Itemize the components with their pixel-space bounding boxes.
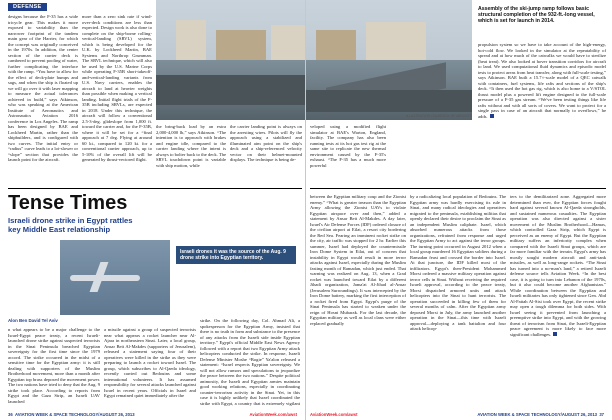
url-left[interactable]: AviationWeek.com/awst bbox=[249, 412, 297, 417]
article-col5: by a radicalizing local population of Bedouins. The Egyptian army was hardly exercising its rule in Sinai, and many radical ideologies and operatives migrated to the peninsula, establishing militias that openly declared their desire to proclaim the Sinai as an independent Muslim caliphate. Israel, which absorbed numerous attacks from those organizations, refrained from response and urged the Egyptian Army to act against the terror groups. The turning point occurred in August 2012 when a local group murdered 16 Egyptian soldiers during a Ramadan feast and crossed the border into Israel. At that juncture, the IDF killed most of the infiltrators. Egypt's then-President Mohammed Morsi ordered a massive military operation against terror cells in Sinai. Without receiving the required Israeli approval, according to the peace treaty, Morsi dispatched armored units and attack helicopters into the Sinai to hunt terrorists. The operation succeeded in killing few of them for several months of calm. After the Egyptian army deposed Morsi in July, the army launched another operation in the Sinai—this time with Israeli approval—deploying a tank battalion and four attack helicop- bbox=[410, 194, 506, 331]
photo-credit: ILLUSTRATION COURTESY OF MEGGITT bbox=[406, 114, 472, 118]
headline: Tense Times bbox=[8, 192, 128, 214]
article-divider-right bbox=[310, 188, 606, 189]
page-number-left: 36 bbox=[8, 412, 13, 417]
photo-caption: Assembly of the ski-jump ramp follows basic structural completion of the 932-ft.-long vessel, which is set for launch in 2014. bbox=[478, 6, 595, 25]
deck: Israeli drone strike in Egypt rattles key Middle East relationship bbox=[8, 216, 133, 234]
drone-caption: Israeli drones it was the source of the Aug. 9 drone strike into Egyptian territory. bbox=[176, 246, 296, 264]
article-col6 bbox=[510, 194, 606, 407]
top-article-right-col bbox=[478, 42, 606, 182]
top-article-col4: the carrier landing point is always on the arresting wires. Pilots will fly the approach using a stabilized and illuminated aim point on the ship's deck and a ship-referenced velocity vector on their helmet-mounted displays. The technique is being de- bbox=[230, 124, 302, 162]
publication-left: AVIATION WEEK & SPACE TECHNOLOGY/AUGUST 26, 2013 bbox=[15, 412, 135, 417]
top-article-col1: designs because the F-35 has a wide tricycle gear. This makes it more exposed to variability than the narrower footprint of the tandem main gear of the Harrier, for which the concept was originally conceived in the 1970s. In addition, the center section of the carrier deck is cambered to prevent pooling of water, further complicating the interface with the ramp. “You have to allow for the effect of deck-plate humps and sags, and when the ship is floated up we will go over it with laser mapping to measure the actual tolerances achieved in build,” says Atkinson, who was speaking at the American Institute of Aeronautics and Astronautics Aviation 2016 conference in Los Angeles. The ramp has been designed by BAE and Lockheed Martin, rather than the shipbuilders, and is configured with two curves. The initial entry or “radius” curve leads to a lot-slower or “slope” section that provides the launch point for the aircraft. bbox=[8, 14, 78, 162]
footer-url-left[interactable] bbox=[250, 412, 297, 417]
footer-url-right[interactable] bbox=[310, 412, 357, 417]
article-col4: between the Egyptian military coup and the Zionist enemy.” “What is greater treason than the Egyptian Army allowing the Zionist UAVs to violate Egyptian airspace over and then,” added a statement by Ansar Beit Al-Makdes. A day later, Israel's Air Defense Forces (IDF) ordered closure of the civilian airport at Eilat, a resort city bordering the Red Sea. Fearing an imminent rocket strike on the city, air traffic was stopped for 2 hr. Earlier this summer, Israel had deployed the countermissile Iron Dome System in Eilat, out of concern that instability in Egypt would result in more terror attacks against Israel, especially during the Muslim fasting month of Ramadan, which just ended. That warning was realized on Aug. 13, when a Grad rocket was launched toward Eilat by a different Jihadi organization, Jama'at Al-Jihad al-Ansar (Jerusalem Surroundings). It was intercepted by the Iron Dome battery, marking the first interception of a rocket fired from Egypt. Egypt's purge of the Sinai Peninsula has started to weaken under the reign of Hosni Mubarak. For the last decade, the Egyptian military as well as local clans were either replaced gradually bbox=[310, 194, 406, 326]
article-divider bbox=[8, 188, 302, 189]
publication-right: AVIATION WEEK & SPACE TECHNOLOGY/AUGUST 26, 2013 bbox=[477, 412, 597, 417]
byline: Alon Ben David Tel Aviv bbox=[8, 318, 58, 323]
end-mark-article bbox=[553, 332, 557, 336]
top-article-col3: the bring-back load by an extra 2,000-4,000 lb,” says Atkinson. “The intention is to approach with brakes and engine idle, compared to the carrier landing where the intent is always to bolter back to the deck. The SRVL touchdown point is variable with ship motion, while bbox=[156, 124, 226, 168]
article-col1: n what appears to be a major challenge to the Israel-Egypt peace treaty, a recent Israeli-launched drone strike against suspected terrorists in the Sinai Peninsula breached Egyptian sovereignty for the first time since the 1979 accord. The strike occurred in the midst of a sensitive time for the Egyptian army: it is still dealing with supporters of the Muslim Brotherhood movement, more than a month after Egyptian top brass deposed the movement power. The two nations have tried to deny that the Aug. 9 strike took place. According to reports from Egypt and the Gaza Strip, an Israeli UAV launched bbox=[8, 327, 100, 404]
article-col2: a missile against a group of suspected terrorists near what appears a rocket launcher near Al-Ajara in northeastern Sinai. Later, a local group, Ansar Beit Al-Makdes (supporters of Jerusalem), released a statement saying four of their operatives were killed in the strike as they were preparing to launch a rocket toward Israel. The group, which subscribes to Al-Qaeda ideology, recently carried out Bedouins and some international volunteers. It has assumed responsibility for several attacks launched against Israel in recent years. Officials in Israel and Egypt remained quiet immediately after the bbox=[104, 327, 196, 398]
url-right[interactable]: AviationWeek.com/awst bbox=[310, 412, 358, 417]
ship-photo-right bbox=[306, 0, 472, 120]
right-page bbox=[306, 0, 612, 420]
article-col6-text: ters to the demilitarized zone. Aggregated more determined than ever, the Egyptian forces fought hard against several known Al-Qaeda strongholds, and sustained numerous casualties. The Egyptian operation was also directed against a sister movement of the Muslim Brotherhood—Hamas, which controlled Gaza Strip, which Egypt is perceived as an enemy of Egypt. But the Egyptian military suffers an inferiority complex when compared with the Israeli Sinai groups, which are far more familiar with the terrain. Egypt's army has mostly sought modern aircraft and anti-tank missiles, as well as long-range rockets. “The Sinai has turned into a no-man's land,” a retired Israeli defense source tells Aviation Week. “In the best case, it is going to turn into Lebanon of the 1970s, but it also could become another Afghanistan.” While coordination between the Egyptian and Israeli militaries has only tightened since Gen. Abd Al-Fattah Al-Sisi took over Egypt, the recent strike may open a tough dilemma for both sides. With Israel seeing it prevented from launching a preemptive strike into Egypt, and with the growing threat of terrorism from Sinai, the Israeli-Egyptian peace agreement is more likely to face more significant challenges. bbox=[510, 194, 606, 337]
drone-photo bbox=[60, 240, 170, 315]
ship-photo-left bbox=[156, 0, 306, 120]
top-article-right-text: propulsion system so we have to take account of the high-energy, hot-cold flow. We looked in the simulator at the repeatability of spread and at how much of the catwalks we would have to sterilize (heat treat). We also looked at hover transition corridors for aircraft to land. We used computational fluid dynamics and episodic model tests to protect areas from heat transfer, along with full-scale testing,” says Atkinson. BAE built a 15.7×-scale model of a QEC catwalk with containers, fuel systems, life rafts and sections of the ship's deck. “It then used the hot gas rig, which is also home to a V/STOL thrust model plus a powered lift engine designed to the full-scale pressure of a F-35 gas stream. “We've been testing things like life rafts without and with all sorts of covers. We want to protect for a single pass in case of an aircraft that normally to overflows,” he adds. bbox=[478, 42, 606, 119]
footer-left bbox=[8, 412, 135, 417]
article-col3: strike. On the following day, Col. Ahmad Ali, a spokesperson for the Egyptian Army, insisted that there is no truth in form and substance to the presence of any attacks from the Israeli side inside Egyptian territory.” Egypt's official Middle East News Agency followed with a report that two Egyptian Army attack helicopters conducted the strike. In response, Israeli Defense Minister Moshe “Bogie” Ya'alon released a statement: “Israel respects Egyptian sovereignty. We will not allow rumors and speculations to jeopardize the peace between the two nations.” Despite political animosity, the Israeli and Egyptian armies maintain good working relations, especially in coordinating counter-terrorism activity in the Sinai. Yet, in this case it is highly unlikely that Israel coordinated the strike with Egypt, a country that is extremely vigilant bbox=[200, 318, 300, 406]
page-number-right: 37 bbox=[599, 412, 604, 417]
top-article-col5: veloped using a modified flight simulator at BAE's Warton, England, facility. The company has also been running tests at its hot gas test rig at the same site to replicate the new thermal environment caused by the F-35's exhaust. “The F-35 has a much more powerful bbox=[310, 124, 386, 168]
section-tag: DEFENSE bbox=[8, 3, 47, 11]
end-mark bbox=[490, 114, 494, 118]
top-article-col2: more than a zero sink rate if wind-over-deck conditions are less than expected. Design work is also done to complete on the ship-borne rolling-vertical-landing (SRVL) system, which is being developed for the U.K. by Lockheed Martin, BAE Systems and Northrop Grumman. The SRVL technique, which will also be used by the U.S. Marine Corps while operating F-35B short-takeoff-and-vertical-landing variants from U.S. Navy carriers, enables the aircraft to land at heavier weights than possible when making a vertical landing. Initial flight trials of the F-35B including SRVLs, are expected in 2018. Under this technique, the aircraft will follow a conventional 2.5-3-deg. glideslope from 1,000 ft. toward the carrier and, for the F-35B, where it will be set for a “final approach at 7 deg. Flying at around 60 kt., compared to 120 kt. for a conventional carrier approach, up to 5-10% of the overall lift will be generated by thrust-vectored flight. bbox=[82, 14, 152, 162]
footer-right bbox=[477, 412, 604, 417]
